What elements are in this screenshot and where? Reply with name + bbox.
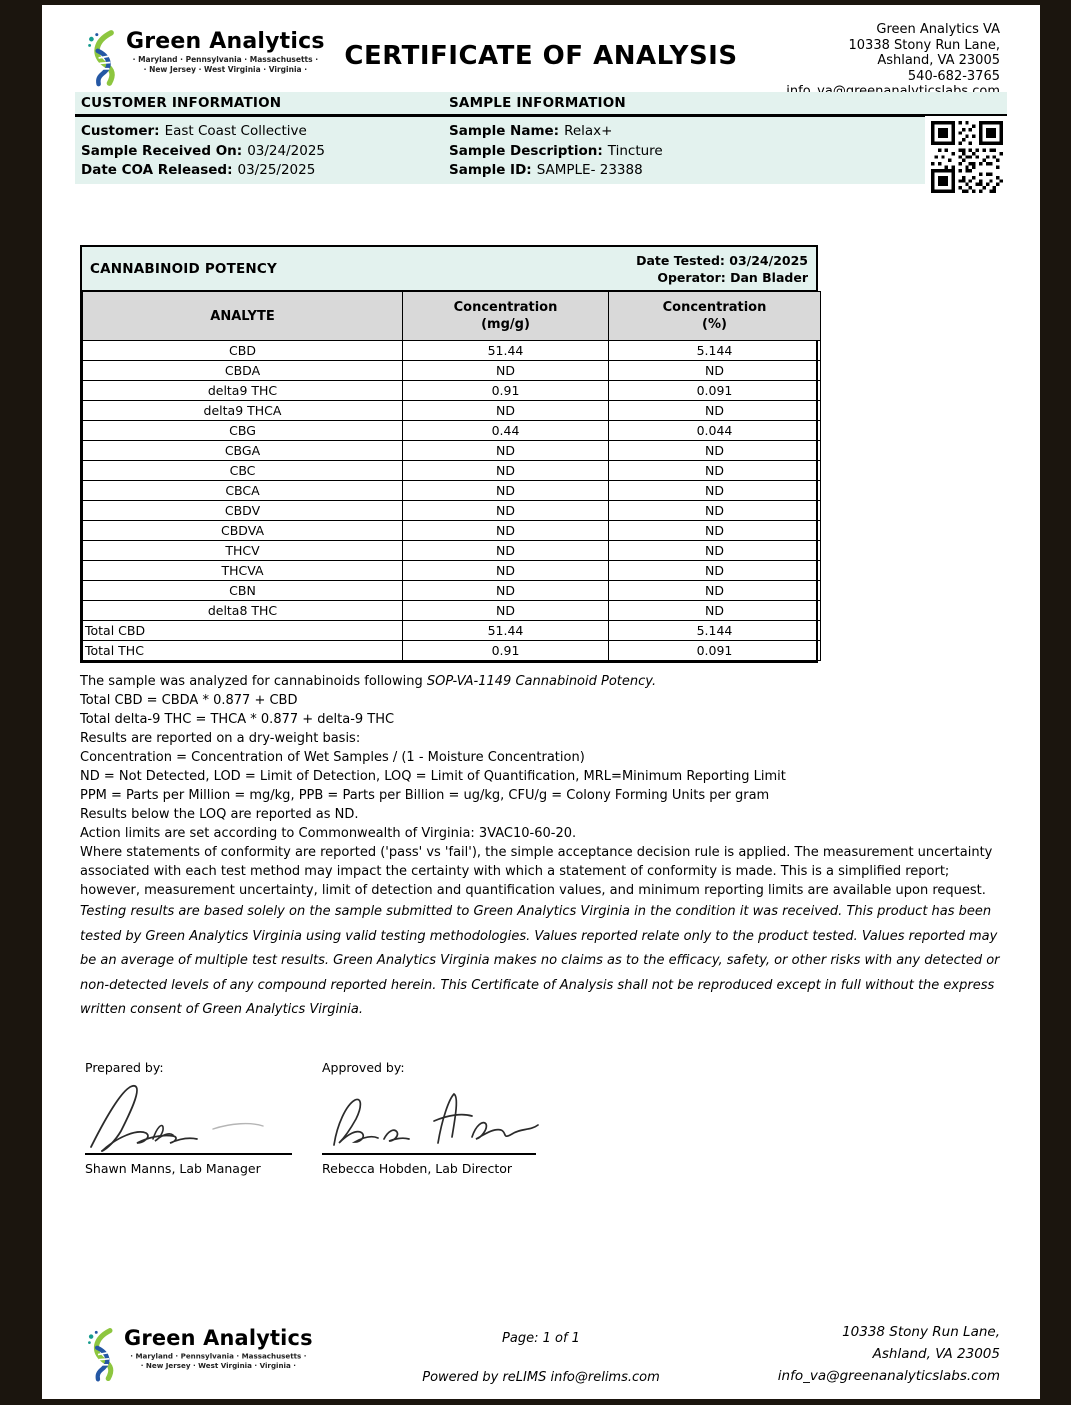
concentration-note: Concentration = Concentration of Wet Samples / (1 - Moisture Concentration) (80, 750, 585, 765)
contact-line: 540-682-3765 (907, 68, 1000, 84)
mg-cell: ND (403, 601, 609, 621)
prepared-by-name: Shawn Manns, Lab Manager (85, 1161, 261, 1176)
prepared-signature (85, 1077, 335, 1153)
column-header-row (83, 292, 821, 341)
page-number: Page: 1 of 1 (502, 1331, 580, 1346)
potency-table-header (82, 247, 816, 291)
analyte-cell: THCVA (83, 561, 403, 581)
table-row (83, 481, 821, 501)
footer-logo (86, 1327, 313, 1382)
analyte-cell: CBCA (83, 481, 403, 501)
action-limits-note: Action limits are set according to Commonwealth of Virginia: 3VAC10-60-20. (80, 826, 577, 841)
brand-tagline-1: · Maryland · Pennsylvania · Massachusetts · (132, 55, 319, 64)
prepared-by-block (85, 1060, 335, 1176)
pct-cell: ND (609, 561, 821, 581)
total-cbd-row (83, 621, 821, 641)
analyte-cell: delta9 THCA (83, 401, 403, 421)
footer-center-block (341, 1331, 741, 1385)
contact-line: Green Analytics VA (876, 22, 1000, 37)
brand-name: Green Analytics (124, 1327, 313, 1351)
qr-code (925, 116, 1009, 198)
analyte-cell: CBN (83, 581, 403, 601)
mg-cell: 0.44 (403, 421, 609, 441)
customer-info-block (81, 122, 325, 181)
table-row (83, 441, 821, 461)
table-row (83, 541, 821, 561)
mg-cell: ND (403, 441, 609, 461)
pct-cell: ND (609, 541, 821, 561)
mg-cell: 0.91 (403, 641, 609, 661)
pct-cell: ND (609, 501, 821, 521)
analyte-cell: CBGA (83, 441, 403, 461)
mg-cell: ND (403, 461, 609, 481)
table-row (83, 461, 821, 481)
sample-received-row (81, 142, 325, 162)
sample-id-row (449, 161, 663, 181)
field-value: Relax+ (564, 123, 613, 139)
pct-cell: ND (609, 401, 821, 421)
date-tested: Date Tested: 03/24/2025 (636, 252, 808, 268)
signature-line (322, 1153, 536, 1155)
contact-line: Ashland, VA 23005 (877, 53, 1000, 69)
analyte-cell: CBD (83, 341, 403, 361)
analyte-cell: Total THC (83, 641, 403, 661)
info-band (75, 92, 1007, 184)
mg-cell: ND (403, 581, 609, 601)
pct-cell: ND (609, 521, 821, 541)
customer-row (81, 122, 325, 142)
dna-helix-icon (86, 1327, 120, 1382)
pct-cell: ND (609, 461, 821, 481)
cannabinoid-potency-table (80, 245, 818, 663)
table-row (83, 501, 821, 521)
table-row (83, 341, 821, 361)
analyte-cell: delta9 THC (83, 381, 403, 401)
pct-cell: ND (609, 581, 821, 601)
pct-cell: ND (609, 481, 821, 501)
field-value: SAMPLE- 23388 (536, 162, 643, 178)
mg-cell: ND (403, 541, 609, 561)
approved-by-block (322, 1060, 582, 1176)
contact-line: 10338 Stony Run Lane, (848, 37, 1000, 53)
analyte-cell: CBDA (83, 361, 403, 381)
analyte-cell: CBDV (83, 501, 403, 521)
page-title: CERTIFICATE OF ANALYSIS (344, 41, 738, 71)
field-value: Tincture (607, 142, 663, 159)
formula-total-thc: Total delta-9 THC = THCA * 0.877 + delta-9 THC (80, 712, 395, 727)
sample-description-row (449, 142, 663, 162)
potency-meta (636, 252, 808, 286)
mg-cell: 0.91 (403, 381, 609, 401)
total-thc-row (83, 641, 821, 661)
brand-tagline-2: · New Jersey · West Virginia · Virginia · (140, 1360, 297, 1370)
field-value: East Coast Collective (164, 123, 307, 139)
field-value: 03/25/2025 (237, 162, 316, 178)
field-label: Sample ID: (449, 162, 532, 178)
field-label: Sample Name: (449, 123, 560, 139)
divider (75, 114, 1007, 117)
dna-helix-icon (86, 29, 122, 87)
table-row (83, 401, 821, 421)
table-row (83, 361, 821, 381)
mg-cell: ND (403, 521, 609, 541)
coa-released-row (81, 161, 325, 181)
definitions-line-1: ND = Not Detected, LOD = Limit of Detection, LOQ = Limit of Quantification, MRL=Minimum Reporting Limit (80, 769, 786, 784)
brand-tagline-1: · Maryland · Pennsylvania · Massachusetts · (130, 1351, 307, 1361)
field-label: Date COA Released: (81, 162, 233, 178)
field-label: Sample Description: (449, 142, 603, 159)
footer-email: info_va@greenanalyticslabs.com (777, 1368, 1000, 1384)
analyte-cell: Total CBD (83, 621, 403, 641)
brand-name: Green Analytics (126, 29, 325, 54)
lab-contact-block (786, 22, 1000, 100)
table-row (83, 561, 821, 581)
mg-cell: ND (403, 481, 609, 501)
mg-cell: ND (403, 401, 609, 421)
green-analytics-logo (86, 29, 325, 87)
method-note: The sample was analyzed for cannabinoids following SOP-VA-1149 Cannabinoid Potency. (80, 674, 657, 689)
mg-cell: ND (403, 361, 609, 381)
analyte-cell: CBG (83, 421, 403, 441)
sample-name-row (449, 122, 663, 142)
loq-note: Results below the LOQ are reported as ND. (80, 807, 359, 822)
field-value: 03/24/2025 (247, 142, 326, 159)
signature-line (85, 1153, 292, 1155)
conformity-paragraph: Where statements of conformity are reported ('pass' vs 'fail'), the simple acceptance decision rule is applied. The measurement uncertainty associated with each test method may impact the certainty with which a statement of conformity is made. This is a simplified report; however, measurement uncertainty, limit of detection and quantification values, and minimum reporting limits are available upon request. (80, 845, 993, 898)
pct-column-header: Concentration (%) (609, 292, 821, 341)
approved-signature (322, 1077, 582, 1153)
field-label: Sample Received On: (81, 142, 243, 159)
coa-document-page (42, 5, 1040, 1399)
footer-address-block (778, 1321, 1000, 1387)
operator: Operator: Dan Blader (657, 269, 808, 285)
footer-address-line: Ashland, VA 23005 (872, 1346, 1000, 1362)
pct-cell: 5.144 (609, 621, 821, 641)
pct-cell: ND (609, 441, 821, 461)
approved-by-label: Approved by: (322, 1060, 405, 1075)
pct-cell: 0.091 (609, 641, 821, 661)
pct-cell: ND (609, 361, 821, 381)
formula-total-cbd: Total CBD = CBDA * 0.877 + CBD (80, 693, 298, 708)
approved-by-name: Rebecca Hobden, Lab Director (322, 1161, 513, 1176)
table-row (83, 601, 821, 621)
prepared-by-label: Prepared by: (85, 1060, 164, 1075)
footer-address-line: 10338 Stony Run Lane, (842, 1324, 1000, 1340)
brand-tagline-2: · New Jersey · West Virginia · Virginia · (143, 64, 308, 74)
table-row (83, 581, 821, 601)
field-label: Customer: (81, 123, 160, 139)
pct-cell: ND (609, 601, 821, 621)
disclaimer-paragraph: Testing results are based solely on the sample submitted to Green Analytics Virginia in the condition it was received. This product has been tested by Green Analytics Virginia using valid testing methodologies. Values reported relate only to the product tested. Values reported may be an average of multiple test results. Green Analytics Virginia makes no claims as to the efficacy, safety, or other risks with any detected or non-detected levels of any compound reported herein. This Certificate of Analysis shall not be reproduced except in full without the express written consent of Green Analytics Virginia. (80, 904, 1000, 1017)
pct-cell: 5.144 (609, 341, 821, 361)
table-row (83, 381, 821, 401)
mg-cell: ND (403, 501, 609, 521)
analyte-column-header: ANALYTE (83, 292, 403, 341)
mg-column-header: Concentration (mg/g) (403, 292, 609, 341)
analyte-cell: THCV (83, 541, 403, 561)
sample-info-block (449, 122, 663, 181)
definitions-line-2: PPM = Parts per Million = mg/kg, PPB = Parts per Billion = ug/kg, CFU/g = Colony Forming Units per gram (80, 788, 770, 803)
mg-cell: ND (403, 561, 609, 581)
potency-title: CANNABINOID POTENCY (90, 260, 277, 277)
analyte-cell: CBC (83, 461, 403, 481)
notes-section (80, 672, 1006, 1023)
powered-by: Powered by reLIMS info@relims.com (422, 1370, 660, 1385)
table-row (83, 421, 821, 441)
pct-cell: 0.044 (609, 421, 821, 441)
customer-info-heading: CUSTOMER INFORMATION (81, 95, 282, 111)
mg-cell: 51.44 (403, 341, 609, 361)
dry-weight-note: Results are reported on a dry-weight basis: (80, 731, 361, 746)
mg-cell: 51.44 (403, 621, 609, 641)
analyte-cell: delta8 THC (83, 601, 403, 621)
table-row (83, 521, 821, 541)
sample-info-heading: SAMPLE INFORMATION (449, 95, 626, 111)
analyte-cell: CBDVA (83, 521, 403, 541)
pct-cell: 0.091 (609, 381, 821, 401)
